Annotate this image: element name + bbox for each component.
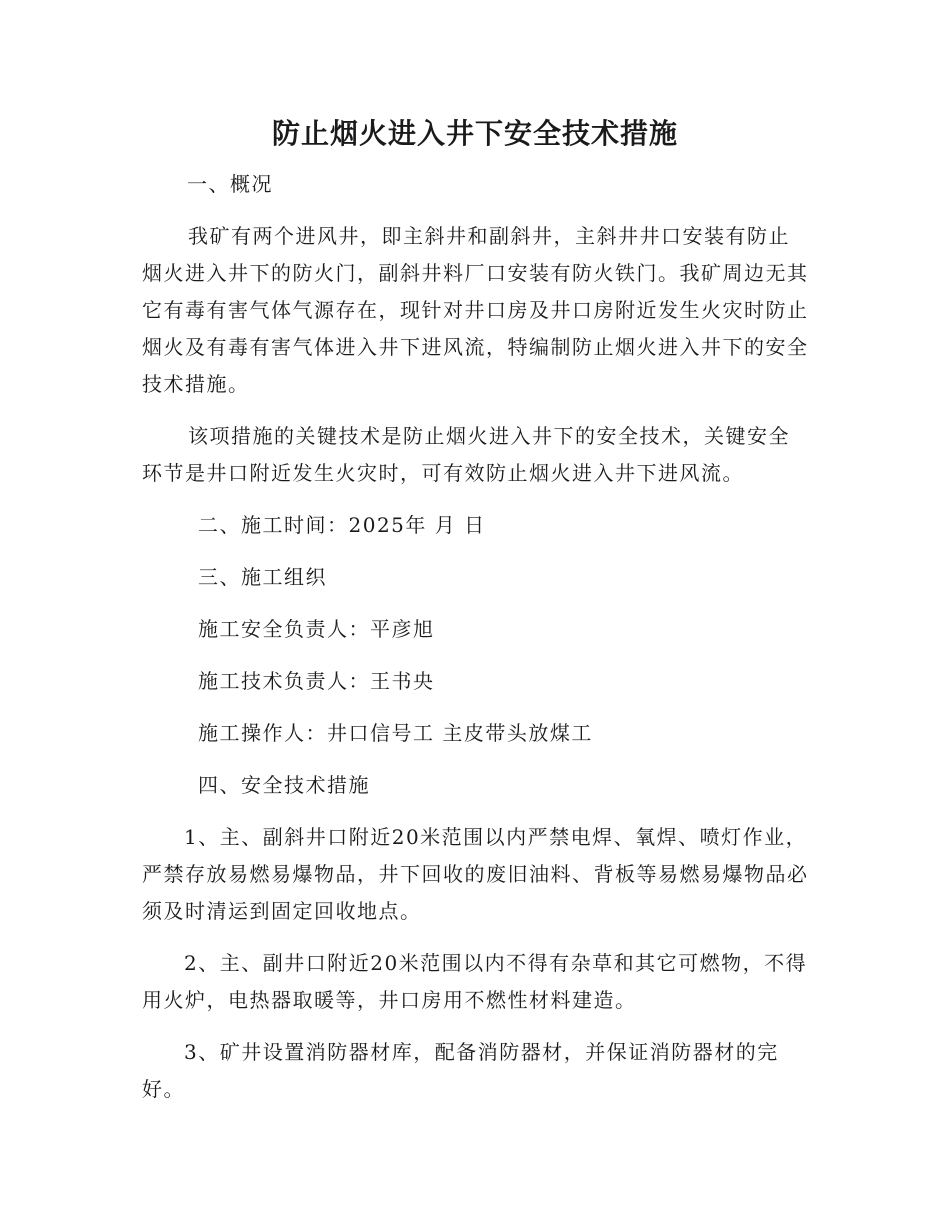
measures-heading: 四、安全技术措施 xyxy=(198,773,370,797)
measure-3: 3、矿井设置消防器材库，配备消防器材，并保证消防器材的完好。 xyxy=(142,1040,779,1101)
overview-paragraph-1: 我矿有两个进风井，即主斜井和副斜井，主斜井井口安装有防止烟火进入井下的防火门，副斜井料厂口安装有防火铁门。我矿周边无其它有毒有害气体气源存在，现针对井口房及井口房附近发生火灾时防止烟火及有毒有害气体进入井下进风流，特编制防止烟火进入井下的安全技术措施。 xyxy=(142,224,809,396)
document-body xyxy=(142,166,810,1123)
technical-lead: 施工技术负责人：王书央 xyxy=(198,669,435,693)
organization-heading: 三、施工组织 xyxy=(198,565,327,589)
document-title: 防止烟火进入井下安全技术措施 xyxy=(271,117,678,150)
overview-heading: 一、概况 xyxy=(187,172,273,196)
measure-1: 1、主、副斜井口附近20米范围以内严禁电焊、氧焊、喷灯作业，严禁存放易燃易爆物品，井下回收的废旧油料、背板等易燃易爆物品必须及时清运到固定回收地点。 xyxy=(142,825,809,923)
safety-lead: 施工安全负责人：平彦旭 xyxy=(198,617,435,641)
measure-2: 2、主、副井口附近20米范围以内不得有杂草和其它可燃物，不得用火炉，电热器取暖等，井口房用不燃性材料建造。 xyxy=(142,951,808,1012)
overview-paragraph-2: 该项措施的关键技术是防止烟火进入井下的安全技术，关键安全环节是井口附近发生火灾时，可有效防止烟火进入井下进风流。 xyxy=(142,424,790,485)
operators: 施工操作人：井口信号工 主皮带头放煤工 xyxy=(198,721,593,745)
construction-time: 二、施工时间：2025年 月 日 xyxy=(198,513,486,537)
